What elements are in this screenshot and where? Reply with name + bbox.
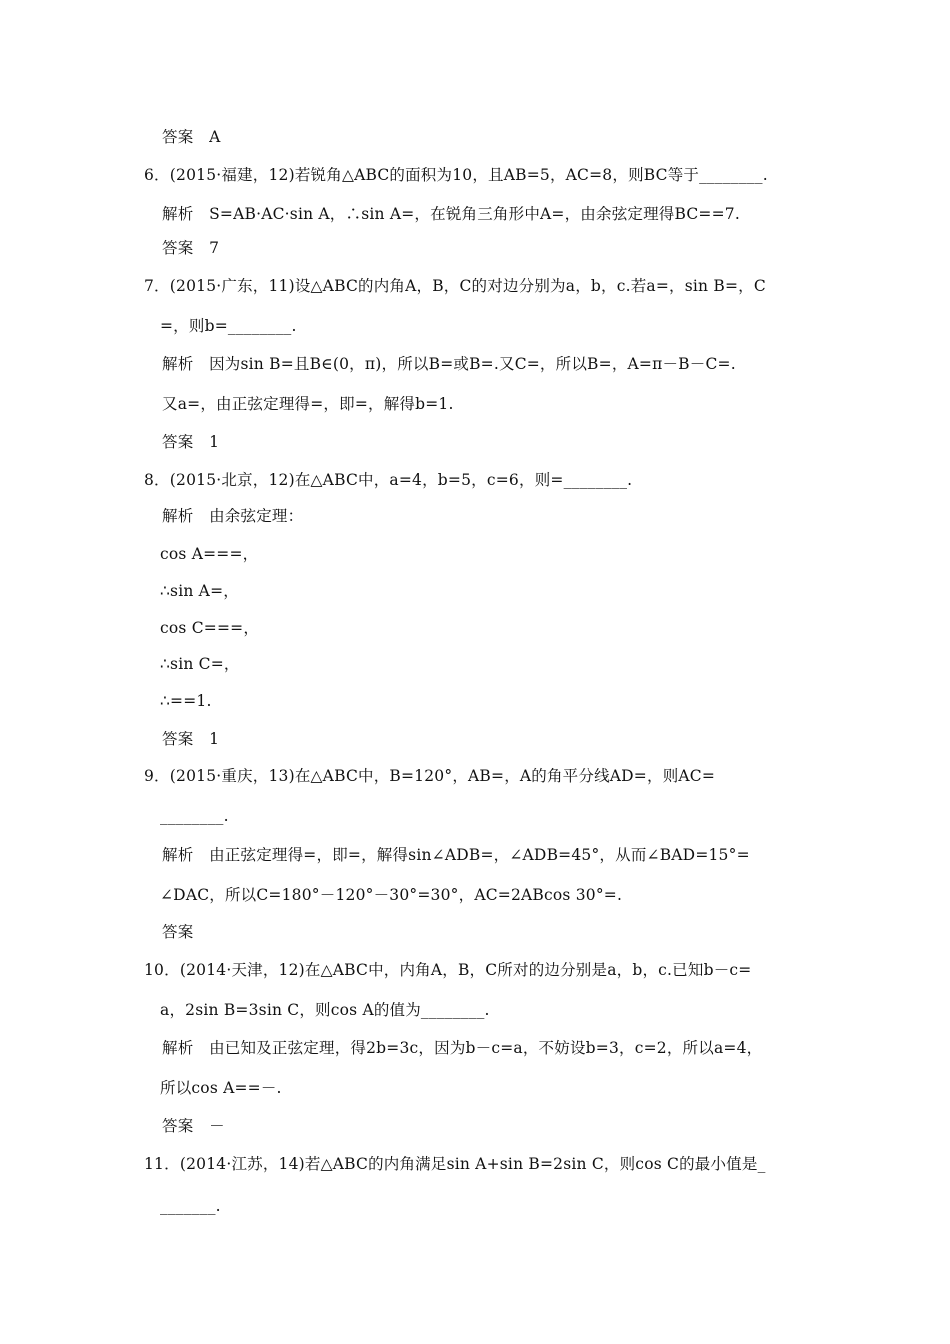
- question-11-continued: _______.: [160, 1197, 221, 1215]
- question-6: 6．(2015·福建，12)若锐角△ABC的面积为10，且AB=5，AC=8，则BC等于________.: [144, 166, 768, 184]
- solution-line: 解析 由已知及正弦定理，得2b=3c，因为b－c=a，不妨设b=3，c=2，所以a=4，: [162, 1039, 763, 1057]
- solution-line: 又a=，由正弦定理得=，即=，解得b=1.: [162, 395, 454, 413]
- question-8: 8．(2015·北京，12)在△ABC中，a=4，b=5，c=6，则=________.: [144, 471, 633, 489]
- solution-line: 解析 由正弦定理得=，即=，解得sin∠ADB=，∠ADB=45°，从而∠BAD=15°=: [162, 846, 750, 864]
- question-9-continued: ________.: [160, 807, 229, 825]
- question-10: 10．(2014·天津，12)在△ABC中，内角A，B，C所对的边分别是a，b，c.已知b－c=: [144, 961, 752, 979]
- answer-line: 答案: [162, 923, 194, 941]
- solution-line: 解析 S=AB·AC·sin A，∴sin A=，在锐角三角形中A=，由余弦定理得BC==7.: [162, 205, 740, 223]
- solution-line: ∴==1.: [160, 692, 212, 710]
- solution-line: ∠DAC，所以C=180°－120°－30°=30°，AC=2ABcos 30°=.: [160, 886, 623, 904]
- solution-line: ∴sin A=，: [160, 582, 239, 600]
- question-10-continued: a，2sin B=3sin C，则cos A的值为________.: [160, 1001, 490, 1019]
- solution-line: 解析 由余弦定理：: [162, 507, 304, 525]
- solution-line: ∴sin C=，: [160, 655, 240, 673]
- question-9: 9．(2015·重庆，13)在△ABC中，B=120°，AB=，A的角平分线AD=，则AC=: [144, 767, 716, 785]
- question-11: 11．(2014·江苏，14)若△ABC的内角满足sin A+sin B=2sin C，则cos C的最小值是_: [144, 1155, 766, 1173]
- answer-line: 答案 1: [162, 730, 220, 748]
- solution-line: cos C===，: [160, 619, 260, 637]
- answer-line: 答案 －: [162, 1117, 225, 1135]
- answer-line: 答案 A: [162, 128, 221, 146]
- answer-line: 答案 7: [162, 239, 220, 257]
- solution-line: 所以cos A==－.: [160, 1079, 282, 1097]
- question-7: 7．(2015·广东，11)设△ABC的内角A，B，C的对边分别为a，b，c.若a=，sin B=，C: [144, 277, 766, 295]
- answer-line: 答案 1: [162, 433, 220, 451]
- solution-line: cos A===，: [160, 545, 259, 563]
- question-7-continued: =，则b=________.: [160, 317, 297, 335]
- solution-line: 解析 因为sin B=且B∈(0，π)，所以B=或B=.又C=，所以B=，A=π－B－C=.: [162, 355, 736, 373]
